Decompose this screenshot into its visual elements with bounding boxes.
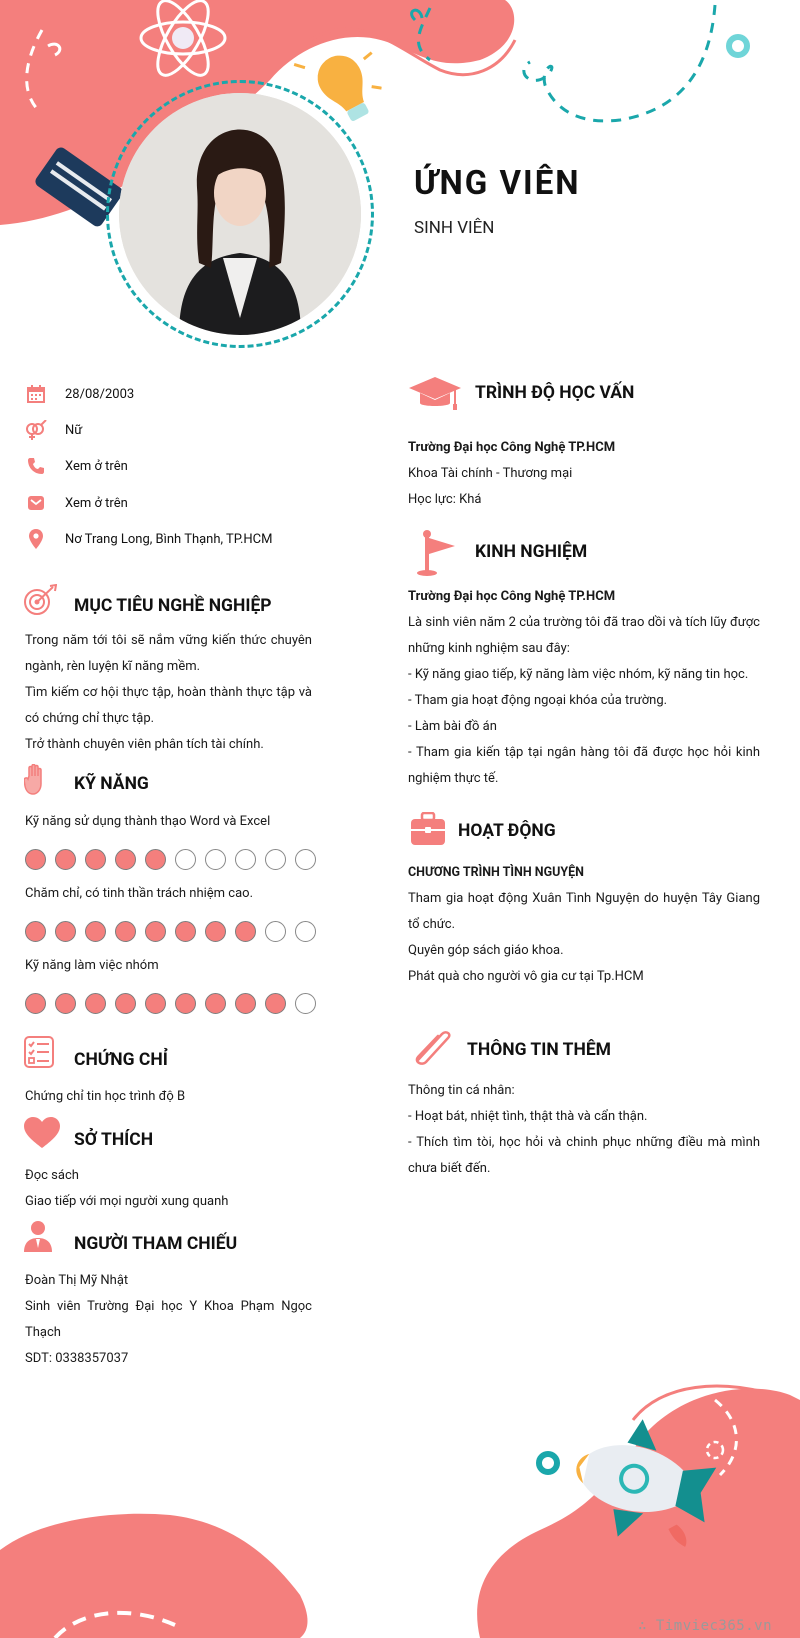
rating-dot-empty	[235, 849, 256, 870]
education-school: Trường Đại học Công Nghệ TP.HCM	[408, 440, 616, 455]
contact-address	[25, 526, 272, 552]
rating-dot-filled	[235, 921, 256, 942]
flag-icon	[415, 530, 457, 576]
skills-title: KỸ NĂNG	[74, 774, 149, 794]
avatar	[119, 93, 361, 335]
activity-line: Tham gia hoạt động Xuân Tình Nguyện do huyện Tây Giang tổ chức.	[408, 891, 760, 932]
candidate-name: ỨNG VIÊN	[414, 164, 581, 203]
rating-dot-empty	[295, 993, 316, 1014]
education-line: Học lực: Khá	[408, 492, 482, 507]
contact-text: 28/08/2003	[65, 386, 135, 402]
contact-text: Xem ở trên	[65, 458, 128, 474]
watermark: ∴ Timviec365.vn	[638, 1618, 772, 1634]
skill-rating	[25, 921, 316, 942]
rating-dot-filled	[85, 849, 106, 870]
rating-dot-filled	[25, 849, 46, 870]
rating-dot-filled	[55, 993, 76, 1014]
avatar-frame	[106, 80, 374, 348]
education-title: TRÌNH ĐỘ HỌC VẤN	[475, 383, 635, 403]
rating-dot-filled	[205, 921, 226, 942]
activities-body	[408, 860, 760, 990]
experience-line: - Làm bài đồ án	[408, 719, 497, 734]
rating-dot-empty	[265, 921, 286, 942]
skill-name: Kỹ năng sử dụng thành thạo Word và Excel	[25, 814, 271, 829]
references-body	[25, 1268, 312, 1372]
skill-name: Kỹ năng làm việc nhóm	[25, 958, 159, 973]
education-line: Khoa Tài chính - Thương mại	[408, 466, 573, 481]
rating-dot-filled	[205, 993, 226, 1014]
rating-dot-filled	[115, 993, 136, 1014]
contact-text: Xem ở trên	[65, 495, 128, 511]
hobbies-body	[25, 1163, 228, 1215]
gender-icon	[25, 419, 47, 441]
location-icon	[25, 528, 47, 550]
rating-dot-filled	[145, 849, 166, 870]
rating-dot-filled	[145, 921, 166, 942]
contact-gender	[25, 417, 82, 443]
calendar-icon	[25, 383, 47, 405]
objective-line: Tìm kiếm cơ hội thực tập, hoàn thành thực tập và có chứng chỉ thực tập.	[25, 685, 312, 726]
experience-body	[408, 584, 760, 792]
objective-line: Trong năm tới tôi sẽ nắm vững kiến thức chuyên ngành, rèn luyện kĩ năng mềm.	[25, 633, 312, 674]
extra-title: THÔNG TIN THÊM	[467, 1040, 611, 1060]
rating-dot-filled	[175, 993, 196, 1014]
avatar-portrait	[119, 93, 361, 335]
experience-line: - Kỹ năng giao tiếp, kỹ năng làm việc nhóm, kỹ năng tin học.	[408, 667, 749, 682]
rating-dot-filled	[55, 921, 76, 942]
rating-dot-empty	[265, 849, 286, 870]
teal-ring	[539, 1454, 557, 1472]
rating-dot-filled	[85, 993, 106, 1014]
dashed-loop-teal	[524, 5, 715, 121]
rating-dot-empty	[295, 849, 316, 870]
certificate-line: Chứng chỉ tin học trình độ B	[25, 1089, 186, 1104]
footer-blob-left	[0, 1514, 308, 1638]
rating-dot-empty	[295, 921, 316, 942]
experience-org: Trường Đại học Công Nghệ TP.HCM	[408, 589, 616, 604]
skill-name: Chăm chỉ, có tinh thần trách nhiệm cao.	[25, 886, 253, 901]
paperclip-icon	[410, 1026, 454, 1066]
hobbies-title: SỞ THÍCH	[74, 1130, 154, 1150]
objective-body	[25, 628, 312, 758]
extra-body	[408, 1078, 760, 1182]
experience-line: - Tham gia kiến tập tại ngân hàng tôi đã được học hỏi kinh nghiệm thực tế.	[408, 745, 760, 786]
rating-dot-filled	[85, 921, 106, 942]
contact-birthday	[25, 381, 134, 407]
rating-dot-filled	[235, 993, 256, 1014]
experience-line: Là sinh viên năm 2 của trường tôi đã trao dồi và tích lũy được những kinh nghiệm sau đây:	[408, 615, 760, 656]
reference-line: Đoàn Thị Mỹ Nhật	[25, 1273, 129, 1288]
candidate-role: SINH VIÊN	[414, 218, 495, 238]
rating-dot-empty	[205, 849, 226, 870]
extra-line: - Thích tìm tòi, học hỏi và chinh phục những điều mà mình chưa biết đến.	[408, 1135, 760, 1176]
phone-icon	[25, 455, 47, 477]
contact-text: Nơ Trang Long, Bình Thạnh, TP.HCM	[65, 531, 273, 547]
skill-rating	[25, 993, 316, 1014]
target-icon	[23, 584, 57, 616]
person-icon	[24, 1220, 52, 1252]
teal-ring	[729, 37, 747, 55]
activities-title: HOẠT ĐỘNG	[458, 821, 556, 841]
extra-line: - Hoạt bát, nhiệt tình, thật thà và cẩn thận.	[408, 1109, 648, 1124]
email-icon	[25, 492, 47, 514]
rating-dot-filled	[115, 921, 136, 942]
reference-line: Sinh viên Trường Đại học Y Khoa Phạm Ngọc Thạch	[25, 1299, 312, 1340]
activities-program: CHƯƠNG TRÌNH TÌNH NGUYỆN	[408, 865, 584, 880]
hobby-line: Giao tiếp với mọi người xung quanh	[25, 1194, 229, 1209]
footer-decoration	[0, 1380, 800, 1638]
activity-line: Quyên góp sách giáo khoa.	[408, 943, 564, 958]
objective-title: MỤC TIÊU NGHỀ NGHIỆP	[74, 596, 272, 616]
briefcase-icon	[410, 812, 446, 846]
contact-text: Nữ	[65, 422, 83, 438]
checklist-icon	[24, 1036, 54, 1068]
activity-line: Phát quà cho người vô gia cư tại Tp.HCM	[408, 969, 644, 984]
experience-title: KINH NGHIỆM	[475, 542, 588, 562]
rating-dot-filled	[25, 993, 46, 1014]
rating-dot-filled	[55, 849, 76, 870]
objective-line: Trở thành chuyên viên phân tích tài chính.	[25, 737, 264, 752]
certificates-title: CHỨNG CHỈ	[74, 1050, 168, 1070]
contact-email	[25, 490, 128, 516]
reference-line: SDT: 0338357037	[25, 1351, 129, 1366]
contact-phone	[25, 453, 128, 479]
references-title: NGƯỜI THAM CHIẾU	[74, 1234, 238, 1254]
education-body	[408, 435, 760, 513]
rating-dot-filled	[115, 849, 136, 870]
rating-dot-empty	[175, 849, 196, 870]
skill-rating	[25, 849, 316, 870]
rating-dot-filled	[145, 993, 166, 1014]
graduation-cap-icon	[408, 375, 462, 411]
rating-dot-filled	[25, 921, 46, 942]
hobby-line: Đọc sách	[25, 1168, 79, 1183]
rating-dot-filled	[265, 993, 286, 1014]
rating-dot-filled	[175, 921, 196, 942]
heart-icon	[24, 1117, 60, 1149]
raised-hand-icon	[24, 764, 48, 796]
extra-line: Thông tin cá nhân:	[408, 1083, 515, 1098]
experience-line: - Tham gia hoạt động ngoại khóa của trường.	[408, 693, 668, 708]
